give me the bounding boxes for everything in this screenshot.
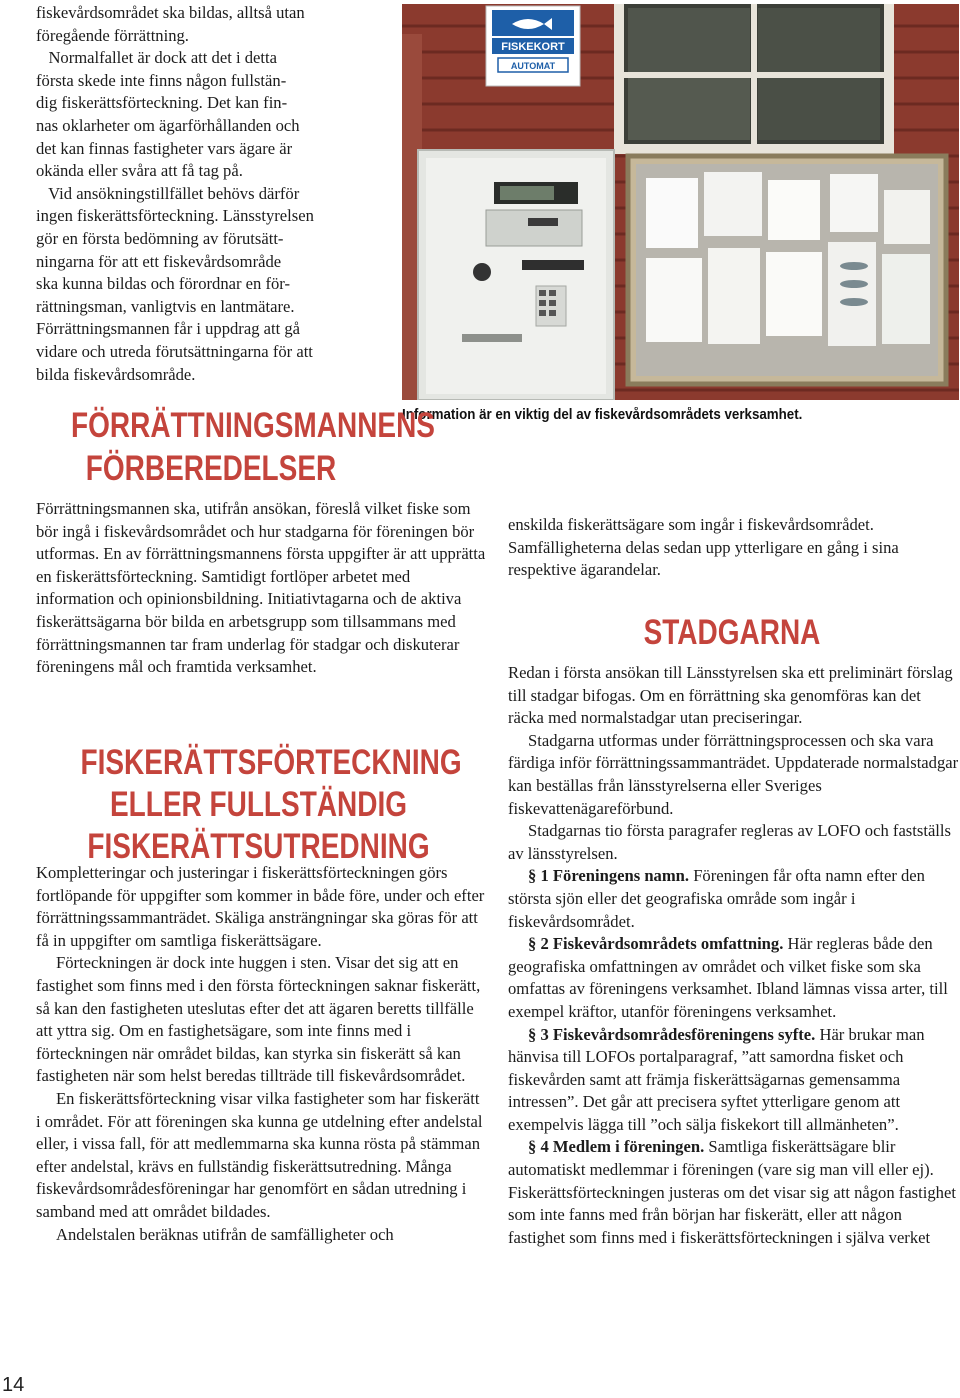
paragraph: Redan i första ansökan till Länsstyrelsen ska ett preliminärt förslag till stadgar bifogas. Om en förrättning ska genomföras kan det räcka med normalstadgar utan preciseringar. [508,663,953,728]
paragraph-section-1 [508,865,960,933]
fiskekort-automat-photo [402,4,959,400]
paragraph: En fiskerättsförteckning visar vilka fastigheter som har fiskerätt i området. För att föreningen ska kunna ge utdelning efter andelstal eller, i vissa fall, för att medlemmarna ska kunna rösta på stämman efter andelstal, krävs en fullständig fiskerättsutredning. Många fiskevårdsområdesföreningar har genomfört en sådan utredning i samband med att området bildades. [36,1088,483,1221]
paragraph: enskilda fiskerättsägare som ingår i fiskevårdsområdet. Samfälligheterna delas sedan upp ytterligare en gång i sina respektive ägarandelar. [508,515,899,580]
stadgarna-text-block [508,662,960,1249]
paragraph: Förrättningsmannen ska, utifrån ansökan, föreslå vilket fiske som bör ingå i fiskevårdsområdet och hur stadgarna för föreningen bör utformas. En av förrättningsmannens första uppgifter är att upprätta en fiskerättsförteckning. Samtidigt fortlöper arbetet med information och opinionsbildning. Initiativtagarna och de aktiva fiskerättsägarna bör bilda en arbetsgrupp som tillsammans med förrättningsmannen tar fram underlag för stadgar och diskuterar föreningens mål och framtida verksamhet. [36,499,486,677]
text-line: nas oklarheter om ägarförhållanden och [36,115,300,135]
paragraph: Stadgarnas tio första paragrafer regleras av LOFO och fastställs av länsstyrelsen. [508,821,951,863]
section-text: Föreningen får ofta namn efter den största sjön eller det geografiska område som ingår i fiskevårdsområdet. [508,866,925,931]
page-number: 14 [2,1374,25,1396]
text-line: Vid ansökningstillfället behövs därför [36,183,300,203]
text-line: ska kunna bildas och förordnar en för- [36,274,291,294]
text-line: föregående förrättning. [36,25,189,45]
text-line: fiskevårdsområdet ska bildas, alltså utan [36,3,305,22]
section-text: Samtliga fiskerättsägare blir automatiskt medlemmar i föreningen (vare sig man vill eller ej). Fiskerättsförteckningen justeras om det visar sig att någon fastighet som inte fanns med från början har fiskerätt, eller att någon fastighet som finns med i fiskerättsförteckningen i själva verket [508,1137,956,1247]
heading-line: FÖRBEREDELSER [85,449,337,488]
paragraph: Andelstalen beräknas utifrån de samfälligheter och [56,1224,394,1244]
heading-line: FISKERÄTTSUTREDNING [87,827,430,866]
paragraph-section-4 [508,1136,960,1249]
text-line: gör en första bedömning av förutsätt- [36,228,284,248]
paragraph-section-2 [508,933,960,1023]
fiskerattsforteckning-text-block [36,862,488,1246]
section-text: Här regleras både den geografiska omfattningen av området och vilket fiske som ska omfattas av föreningens verksamhet. Ibland lämnas vissa arter, till exempel kräftor, utanför föreningens verksamhet. [508,934,948,1021]
text-line: ingen fiskerättsförteckning. Länsstyrelsen [36,206,314,226]
text-line: Normalfallet är dock att det i detta [36,48,277,68]
text-line: ningarna för att ett fiskevårdsområde [36,251,282,271]
paragraph: Kompletteringar och justeringar i fiskerättsförteckningen görs fortlöpande för uppgifter som kommer in både före, under och efter förrättningssammanträdet. Skäliga ansträngningar ska göras för att få in uppgifter om samtliga fiskerättsägare. [36,863,485,950]
heading-line: FISKERÄTTSFÖRTECKNING [80,743,462,782]
heading-line: ELLER FULLSTÄNDIG [109,785,408,824]
text-line: det kan finnas fastigheter vars ägare är [36,138,293,158]
text-line: rättningsman, vanligtvis en lantmätare. [36,296,295,316]
section-title: § 2 Fiskevårdsområdets omfattning. [528,934,784,954]
section-title: § 1 Föreningens namn. [528,866,690,886]
photo-caption: Information är en viktig del av fiskevårdsområdets verksamhet. [402,407,803,423]
paragraph-section-3 [508,1024,960,1137]
heading-stadgarna: STADGARNA [643,613,821,652]
section-text: Här brukar man hänvisa till LOFOs portalparagraf, ”att samordna fisket och fiskevården samt att främja fiskerättsägarnas gemensamma intressen”. Det går att precisera syftet ytterligare genom att exempelvis lägga till ”och sälja fiskekort till allmänheten”. [508,1024,925,1134]
text-line: Förrättningsmannen får i uppdrag att gå [36,319,301,339]
sign-sub: AUTOMAT [510,61,556,71]
section-title: § 3 Fiskevårdsområdesföreningens syfte. [528,1024,816,1044]
section-title: § 4 Medlem i föreningen. [528,1137,705,1157]
paragraph: Stadgarna utformas under förrättningsprocessen och ska vara färdiga inför förrättningssammanträdet. Uppdaterade normalstadgar kan beställas från länsstyrelserna eller Sveriges fiskevattenägareförbund. [508,730,959,818]
heading-fiskerattsforteckning [80,742,462,868]
text-line: dig fiskerättsförteckning. Det kan fin- [36,93,288,113]
text-line: vidare och utreda förutsättningarna för att [36,341,313,361]
sign-title: FISKEKORT [501,41,565,53]
samfalligheter-text-block [508,514,960,582]
prep-text-block [36,498,488,679]
heading-line: FÖRRÄTTNINGSMANNENS [71,406,435,445]
intro-text-block [36,2,406,386]
paragraph: Förteckningen är dock inte huggen i sten. Visar det sig att en fastighet som finns med i den första förteckningen saknar fiskerätt, så kan den fastigheten uteslutas efter det att ägaren beretts tillfälle att yttra sig. Om en fastighetsägare, som inte finns med i förteckningen när området bildas, kan styrka sin fiskerätt så kan fastigheten när som helst beredas tillträde till fiskevårdsområdet. [36,953,481,1086]
heading-forrattningsmannens-forberedelser [71,404,435,490]
text-line: första skede inte finns någon fullstän- [36,70,287,90]
text-line: okända eller svåra att få tag på. [36,161,243,181]
text-line: bilda fiskevårdsområde. [36,364,196,384]
